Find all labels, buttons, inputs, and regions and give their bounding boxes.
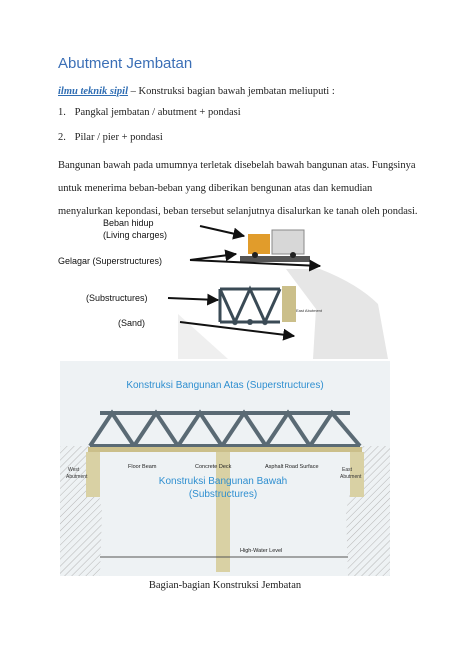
truck-trailer	[272, 230, 304, 254]
east-abutment-label: East Abutment	[296, 308, 323, 313]
east-label: East	[342, 467, 353, 473]
abutment-block	[282, 286, 296, 322]
substructure-label: (Substructures)	[86, 293, 148, 303]
intro-line	[58, 86, 335, 97]
truck-cab	[248, 234, 270, 254]
asphalt-label: Asphalt Road Surface	[265, 464, 319, 470]
component-list	[58, 106, 241, 156]
deck-beam	[240, 256, 310, 262]
substructure-title: Konstruksi Bangunan Bawah	[158, 476, 288, 487]
center-pier	[216, 452, 230, 572]
list-number: 1.	[58, 107, 66, 118]
superstructure-title: Konstruksi Bangunan Atas (Superstructures)	[126, 380, 324, 391]
truck-wheel	[252, 252, 258, 258]
list-text: Pangkal jembatan / abutment + pondasi	[74, 107, 241, 118]
page-title: Abutment Jembatan	[58, 55, 193, 72]
sand-label: (Sand)	[118, 318, 146, 328]
concrete-deck-label: Concrete Deck	[195, 464, 232, 470]
truss-frame	[220, 289, 280, 322]
west-label: West	[68, 467, 80, 473]
floor-beam-label: Floor Beam	[128, 464, 157, 470]
embankment-shape	[286, 269, 388, 359]
deck-slab	[88, 447, 362, 452]
bridge-section-diagram	[60, 361, 390, 576]
list-number: 2.	[58, 132, 66, 143]
west-abutment-label: Abutment	[66, 474, 88, 480]
list-item	[58, 106, 241, 131]
list-text: Pilar / pier + pondasi	[74, 132, 163, 143]
figure-caption: Bagian-bagian Konstruksi Jembatan	[148, 580, 302, 591]
intro-text: – Konstruksi bagian bawah jembatan meliuputi :	[128, 86, 335, 97]
list-item	[58, 131, 241, 156]
substructure-title-en: (Substructures)	[188, 489, 258, 500]
live-load-label: Beban hidup	[103, 218, 154, 228]
west-abutment	[86, 452, 100, 497]
source-link[interactable]: ilmu teknik sipil	[58, 86, 129, 97]
water-level-label: High-Water Level	[240, 548, 283, 554]
east-abutment-label: Abutment	[340, 474, 362, 480]
live-load-label-en: (Living charges)	[103, 230, 168, 240]
superstructure-label: Gelagar (Superstructures)	[58, 256, 163, 266]
truck-wheel	[290, 252, 296, 258]
bridge-load-diagram	[58, 214, 418, 359]
body-paragraph: Bangunan bawah pada umumnya terletak disebelah bawah bangunan atas. Fungsinya untuk menerima beban-beban yang diberikan bengunan atas dan kemudian menyalurkan kepondasi, beban tersebut selanjutnya disalurkan ke tanah oleh pondasi.	[58, 160, 418, 217]
